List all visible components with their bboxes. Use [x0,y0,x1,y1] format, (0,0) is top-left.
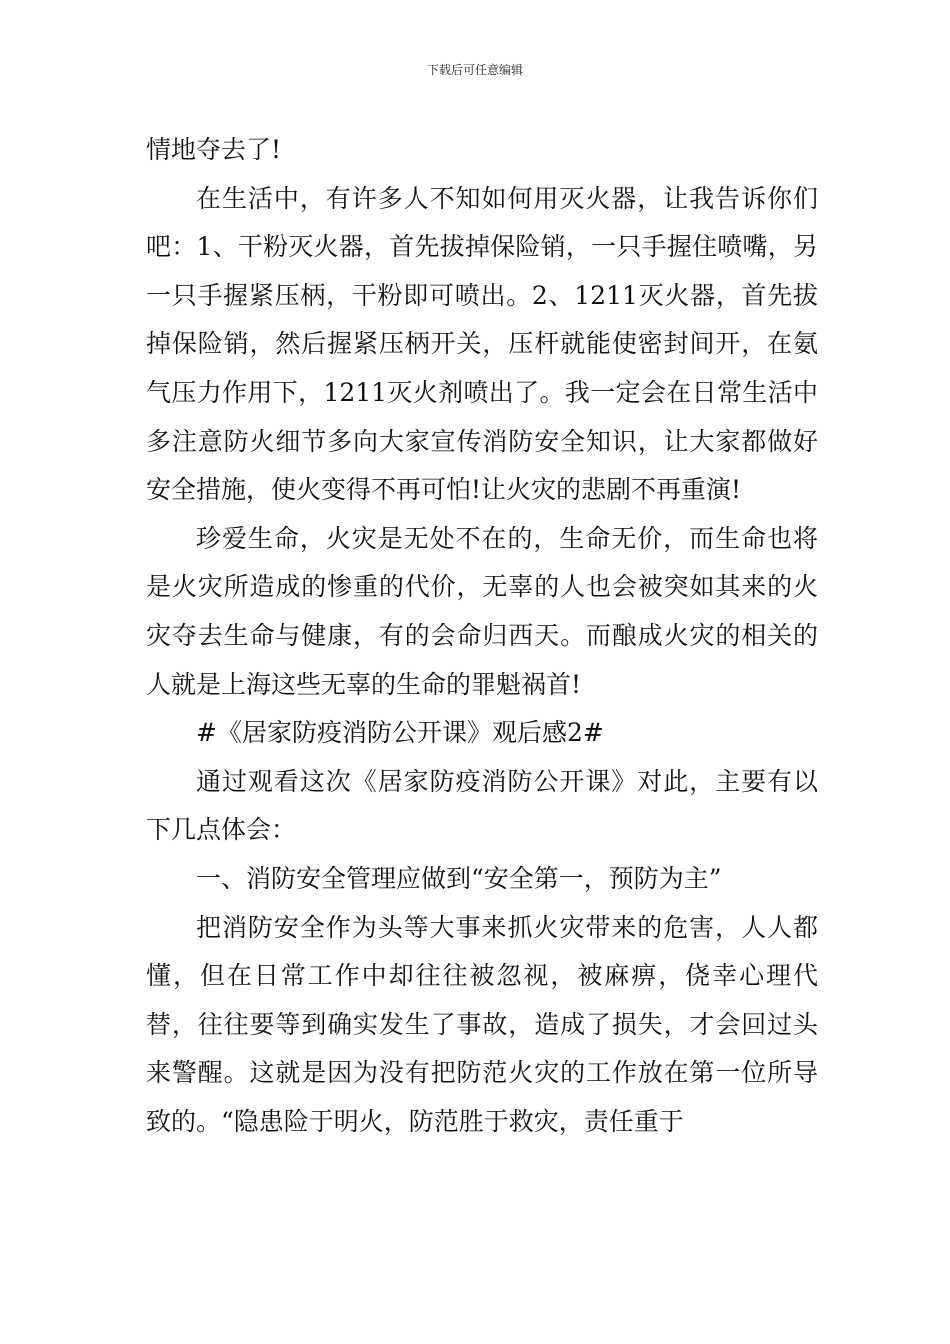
paragraph-intro: 通过观看这次《居家防疫消防公开课》对此，主要有以下几点体会： [146,766,818,845]
section-heading-review-2: #《居家防疫消防公开课》观后感2# [196,718,604,748]
paragraph-safety-first: 把消防安全作为头等大事来抓火灾带来的危害，人人都懂，但在日常工作中却往往被忽视，被麻痹，侥幸心理代替，往往要等到确实发生了事故，造成了损失，才会回过头来警醒。这就是因为没有把防范火灾的工作放在第一位所导致的。“隐患险于明火，防范胜于救灾，责任重于 [146,912,818,1136]
paragraph-extinguisher-usage: 在生活中，有许多人不知如何用灭火器，让我告诉你们吧：1、干粉灭火器，首先拔掉保险销，一只手握住喷嘴，另一只手握紧压柄，干粉即可喷出。2、1211灭火器，首先拔掉保险销，然后握紧压柄开关，压杆就能使密封间开，在氨气压力作用下，1211灭火剂喷出了。我一定会在日常生活中多注意防火细节多向大家宣传消防安全知识，让大家都做好安全措施，使火变得不再可怕!让火灾的悲剧不再重演! [146,183,818,505]
document-body [146,126,818,1146]
subheading-point-1: 一、消防安全管理应做到“安全第一，预防为主” [196,863,722,893]
page-header: 下载后可任意编辑 [426,63,523,77]
paragraph-cherish-life: 珍爱生命，火灾是无处不在的，生命无价，而生命也将是火灾所造成的惨重的代价，无辜的人也会被突如其来的火灾夺去生命与健康，有的会命归西天。而酿成火灾的相关的人就是上海这些无辜的生命的罪魁祸首! [146,523,818,699]
paragraph-continuation: 情地夺去了! [146,135,282,164]
